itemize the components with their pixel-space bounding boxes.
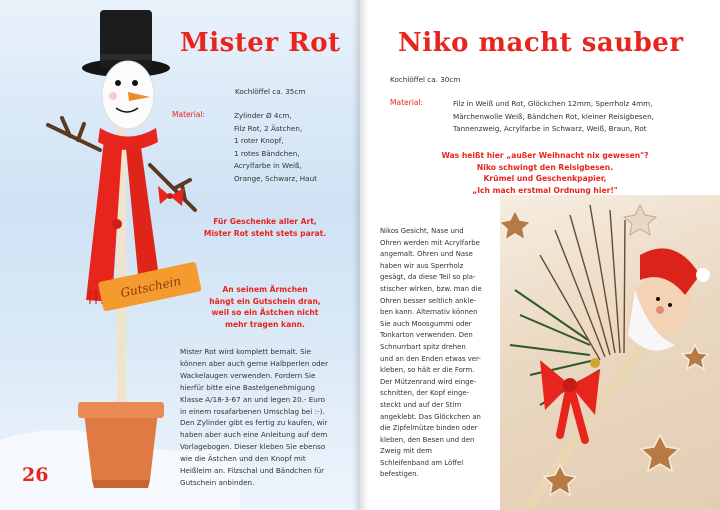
text-line: wie die Ästchen und den Knopf mit: [180, 454, 306, 464]
text-line: können aber auch gerne Halbperlen oder: [180, 358, 329, 368]
rhyme-line: An seinem Ärmchen: [222, 285, 308, 294]
rhyme-line: Für Geschenke aller Art,: [213, 217, 317, 226]
material-item: Filz in Weiß und Rot, Glöckchen 12mm, Sperrholz 4mm,: [453, 99, 653, 108]
material-item: 1 rotes Bändchen,: [234, 148, 300, 158]
text-line: ben kann. Alternativ können: [380, 308, 478, 317]
instructions-text: [380, 226, 482, 481]
text-line: Nikos Gesicht, Nase und: [380, 227, 464, 235]
text-line: Klasse A/18-3-67 an und legen 20.- Euro: [180, 394, 326, 404]
text-line: kleben, den Besen und den: [380, 435, 475, 444]
rhyme-line: mehr tragen kann.: [225, 319, 305, 329]
rhyme-line: Was heißt hier „außer Weihnacht nix gewesen"?: [441, 151, 649, 160]
text-line: in einem rosafarbenen Umschlag bei :-).: [180, 406, 325, 416]
text-line: Zweig mit dem: [380, 447, 432, 456]
rhyme-1: [180, 216, 350, 239]
rhyme: [400, 150, 690, 196]
niko-illustration: [500, 195, 720, 510]
material-label: Material:: [172, 110, 205, 119]
text-line: haben aber auch eine Anleitung auf dem: [180, 430, 328, 440]
rhyme-2: [180, 284, 350, 330]
rhyme-line: hängt ein Gutschein dran,: [209, 296, 321, 306]
spoon-size: Kochlöffel ca. 35cm: [235, 87, 306, 96]
text-line: Vorlagebogen. Dieser kleben Sie ebenso: [180, 442, 326, 452]
text-line: schnitten, der Kopf einge-: [380, 389, 470, 398]
text-line: Heißleim an. Filzschal und Bändchen für: [180, 466, 325, 476]
text-line: steckt und auf der Stirn: [380, 400, 462, 409]
page-number: 26: [22, 464, 49, 486]
material-label: Material:: [390, 98, 423, 107]
material-list: [453, 98, 654, 136]
material-item: Filz Rot, 2 Ästchen,: [234, 123, 303, 133]
spoon-size: Kochlöffel ca. 30cm: [390, 75, 461, 84]
page-gutter: [352, 0, 368, 510]
text-line: Sie auch Moosgummi oder: [380, 319, 472, 328]
material-list: [234, 110, 317, 185]
text-line: angemalt. Ohren und Nase: [380, 250, 473, 259]
rhyme-line: weil so ein Ästchen nicht: [211, 308, 319, 317]
text-line: stischer wirken, bzw. man die: [380, 284, 482, 293]
page-title: Mister Rot: [180, 28, 341, 58]
text-line: angeklebt. Das Glöckchen an: [380, 412, 481, 421]
text-line: und an den Enden etwas ver-: [380, 354, 481, 363]
text-line: Schleifenband am Löffel: [380, 458, 464, 467]
instructions-text: [180, 346, 328, 489]
text-line: gesägt, da diese Teil so pla-: [380, 273, 476, 282]
material-item: Märchenwolle Weiß, Bändchen Rot, kleiner Reisigbesen,: [453, 111, 654, 121]
text-line: Ohren besser seitlich ankle-: [380, 296, 477, 305]
material-item: Orange, Schwarz, Haut: [234, 173, 317, 183]
text-line: Tonkarton verwenden. Den: [380, 331, 473, 340]
text-line: Den Zylinder gibt es fertig zu kaufen, wir: [180, 418, 328, 428]
material-item: 1 roter Knopf,: [234, 136, 284, 145]
text-line: Mister Rot wird komplett bemalt. Sie: [180, 347, 312, 356]
text-line: Schnurrbart spitz drehen: [380, 342, 466, 351]
text-line: kleben, so hält er die Form.: [380, 366, 475, 375]
material-item: Zylinder Ø 4cm,: [234, 111, 292, 120]
text-line: befestigen.: [380, 470, 419, 479]
text-line: Der Mützenrand wird einge-: [380, 377, 477, 386]
text-line: Gutschein anbinden.: [180, 477, 255, 487]
material-item: Acrylfarbe in Weiß,: [234, 161, 302, 170]
text-line: Wackelaugen verwenden. Fordern Sie: [180, 370, 316, 380]
text-line: hierfür bitte eine Bastelgenehmigung: [180, 382, 315, 392]
text-line: Ohren werden mit Acrylfarbe: [380, 238, 480, 247]
rhyme-line: „Ich mach erstmal Ordnung hier!": [472, 185, 618, 195]
rhyme-line: Mister Rot steht stets parat.: [203, 228, 327, 238]
coupon-tag-text: Gutschein: [119, 273, 183, 301]
page-title: Niko macht sauber: [398, 28, 684, 58]
text-line: die Zipfelmütze binden oder: [380, 424, 478, 433]
text-line: haben wir aus Sperrholz: [380, 261, 464, 270]
rhyme-line: Niko schwingt den Reisigbesen.: [476, 162, 614, 172]
material-item: Tannenzweig, Acrylfarbe in Schwarz, Weiß, Braun, Rot: [453, 124, 647, 133]
niko-photo: [500, 195, 720, 510]
rhyme-line: Krümel und Geschenkpapier,: [483, 174, 607, 183]
